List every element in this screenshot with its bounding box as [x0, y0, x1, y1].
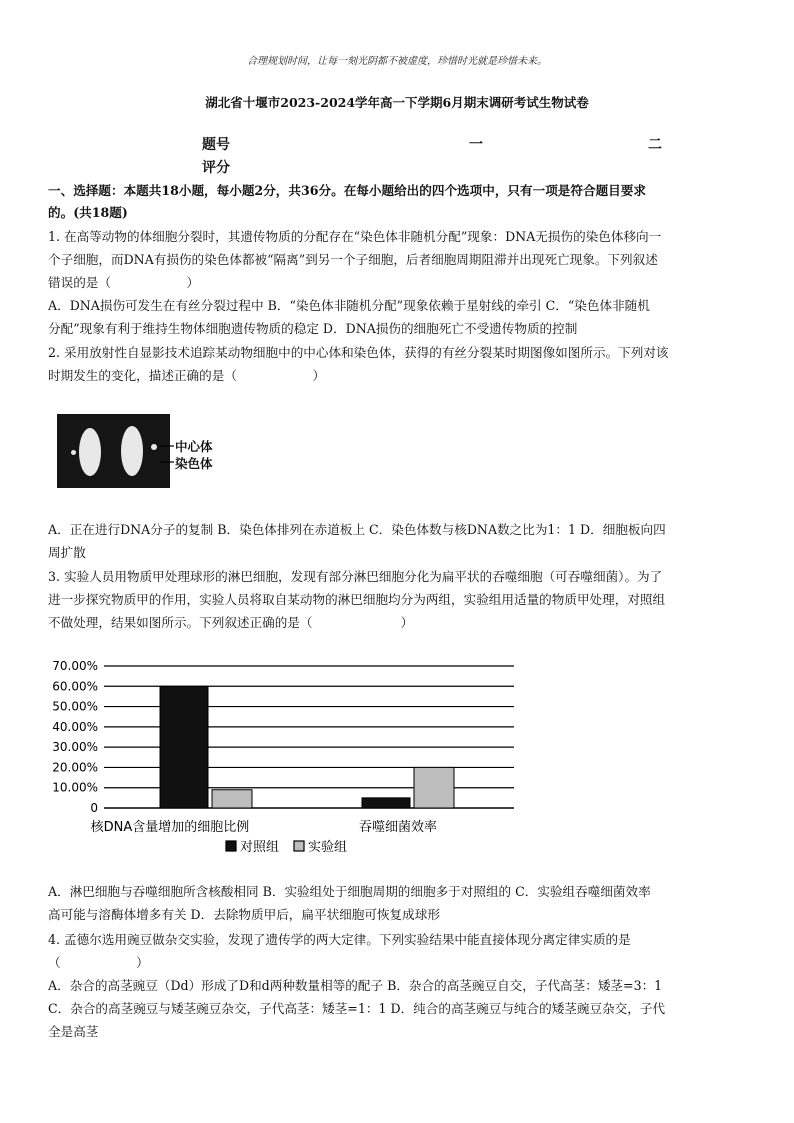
page-motto: 合理规划时间，让每一刻光阴都不被虚度，珍惜时光就是珍惜未来。: [247, 56, 547, 67]
y-tick-label: 0: [90, 801, 98, 815]
y-tick-label: 30.00%: [52, 740, 98, 755]
legend-swatch: [294, 841, 304, 851]
q3-stem-line2: 进一步探究物质甲的作用，实验人员将取自某动物的淋巴细胞均分为两组，实验组用适量的物质甲处理，对照组: [48, 592, 666, 607]
q1-options-line1: A．DNA损伤可发生在有丝分裂过程中 B．“染色体非随机分配”现象依赖于星射线的牵引 C．“染色体非随机: [48, 298, 650, 313]
q4-options-line3: 全是高茎: [48, 1024, 99, 1039]
score-row-label-number: 题号: [202, 137, 230, 153]
y-tick-label: 10.00%: [52, 780, 98, 795]
q4-stem-line1: 4. 孟德尔选用豌豆做杂交实验，发现了遗传学的两大定律。下列实验结果中能直接体现分离定律实质的是: [48, 932, 631, 947]
q4-options-line1: A．杂合的高茎豌豆（Dd）形成了D和d两种数量相等的配子 B．杂合的高茎豌豆自交，子代高茎：矮茎=3：1: [48, 978, 663, 993]
x-category-label: 核DNA含量增加的细胞比例: [90, 820, 250, 835]
legend-label: 对照组: [240, 840, 280, 855]
label-chromosome: 染色体: [175, 456, 213, 471]
q3-stem-line1: 3. 实验人员用物质甲处理球形的淋巴细胞，发现有部分淋巴细胞分化为扁平状的吞噬细胞（可吞噬细菌）。为了: [48, 569, 663, 584]
q2-options-line2: 周扩散: [48, 545, 86, 560]
x-category-label: 吞噬细菌效率: [358, 820, 438, 835]
score-row-label-score: 评分: [202, 160, 230, 176]
q3-options-line2: 高可能与溶酶体增多有关 D．去除物质甲后，扁平状细胞可恢复成球形: [48, 907, 440, 922]
label-centrosome: 中心体: [175, 439, 213, 454]
legend-label: 实验组: [308, 840, 348, 855]
micrograph-image: [57, 414, 170, 488]
q4-stem-line2: （ ）: [48, 955, 149, 970]
y-tick-label: 70.00%: [52, 659, 98, 673]
bar: [362, 798, 410, 808]
section-heading-line1: 一、选择题：本题共18小题，每小题2分，共36分。在每小题给出的四个选项中，只有一项是符合题目要求: [48, 183, 646, 198]
score-col-2: 二: [648, 137, 662, 153]
y-tick-label: 50.00%: [52, 699, 98, 714]
q1-options-line2: 分配”现象有利于维持生物体细胞遗传物质的稳定 D．DNA损伤的细胞死亡不受遗传物质的控制: [48, 321, 578, 336]
q1-stem-line1: 1. 在高等动物的体细胞分裂时，其遗传物质的分配存在“染色体非随机分配”现象：DNA无损伤的染色体移向一: [48, 229, 662, 244]
q2-options-line1: A．正在进行DNA分子的复制 B．染色体排列在赤道板上 C．染色体数与核DNA数之比为1：1 D．细胞板向四: [48, 522, 666, 537]
q4-options-line2: C．杂合的高茎豌豆与矮茎豌豆杂交，子代高茎：矮茎=1：1 D．纯合的高茎豌豆与纯合的矮茎豌豆杂交，子代: [48, 1001, 666, 1016]
q3-options-line1: A．淋巴细胞与吞噬细胞所含核酸相同 B．实验组处于细胞周期的细胞多于对照组的 C．实验组吞噬细菌效率: [48, 884, 651, 899]
score-col-1: 一: [469, 137, 483, 153]
bar: [414, 767, 454, 808]
q3-stem-line3: 不做处理，结果如图所示。下列叙述正确的是（ ）: [48, 615, 414, 630]
y-tick-label: 40.00%: [52, 719, 98, 734]
section-heading-line2: 的。(共18题): [48, 205, 128, 220]
q2-stem-line1: 2. 采用放射性自显影技术追踪某动物细胞中的中心体和染色体，获得的有丝分裂某时期图像如图所示。下列对该: [48, 345, 669, 360]
y-tick-label: 60.00%: [52, 679, 98, 694]
bar: [212, 790, 252, 808]
bar: [160, 686, 208, 808]
y-tick-label: 20.00%: [52, 760, 98, 775]
bar-chart: [48, 650, 528, 860]
q2-stem-line2: 时期发生的变化，描述正确的是（ ）: [48, 368, 326, 383]
exam-title: 湖北省十堰市2023-2024学年高一下学期6月期末调研考试生物试卷: [205, 95, 589, 110]
q1-stem-line3: 错误的是（ ）: [48, 275, 200, 290]
legend-swatch: [226, 841, 236, 851]
q1-stem-line2: 个子细胞，而DNA有损伤的染色体都被“隔离”到另一个子细胞，后者细胞周期阻滞并出现死亡现象。下列叙述: [48, 252, 658, 267]
